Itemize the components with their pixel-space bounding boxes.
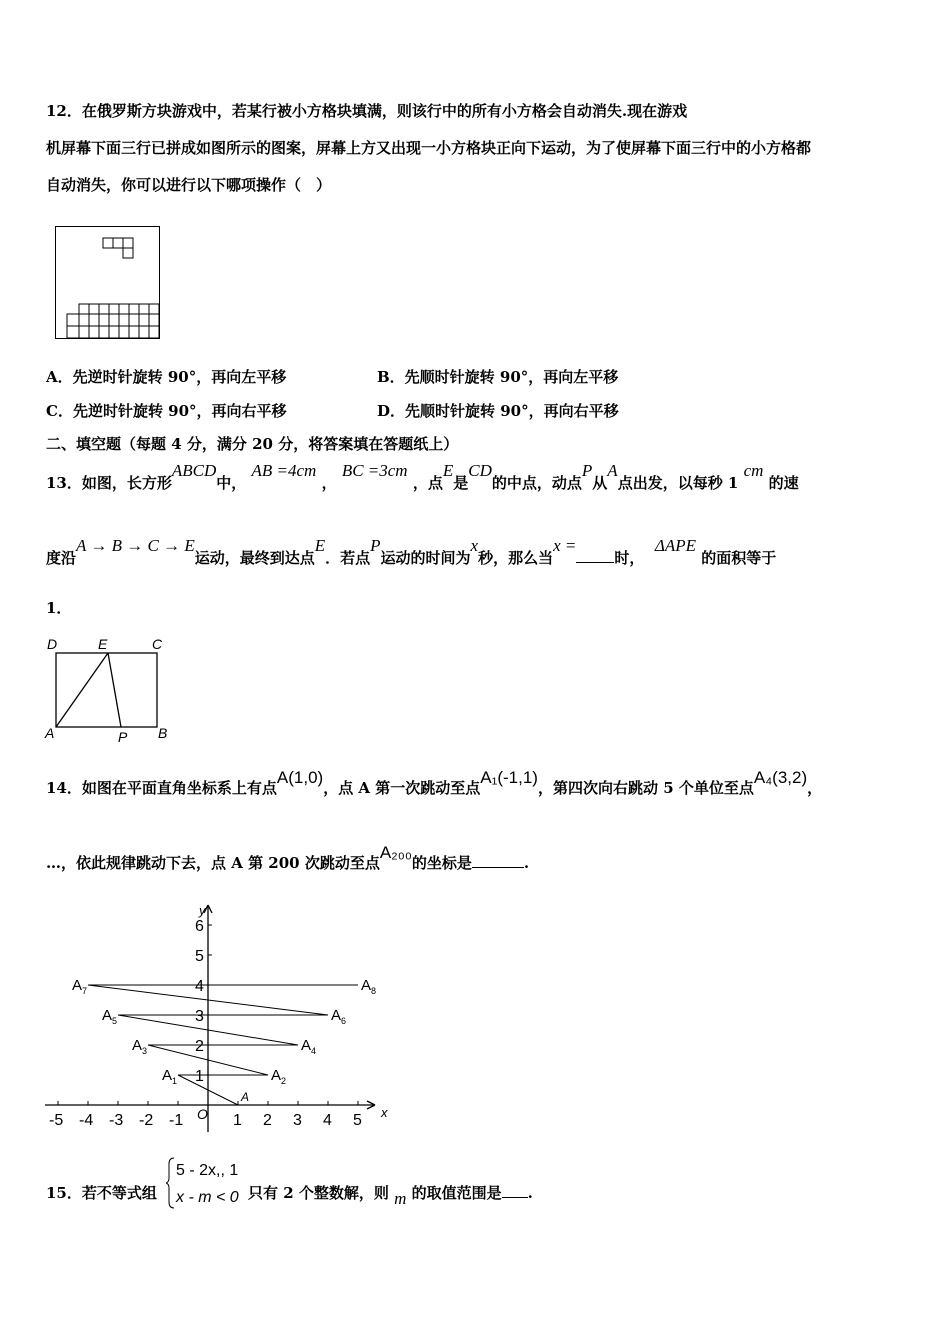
label-e: E — [98, 636, 108, 652]
origin-label: O — [197, 1106, 208, 1122]
x-tick-label: 1 — [233, 1112, 242, 1129]
q12-option-b: B．先顺时针旋转 90°，再向左平移 — [377, 368, 619, 386]
q12-option-a: A．先逆时针旋转 90°，再向左平移 — [46, 368, 287, 386]
rectangle-abcd — [56, 653, 157, 727]
inequality-system — [166, 1156, 248, 1210]
q12-option-d: D．先顺时针旋转 90°，再向右平移 — [377, 402, 619, 420]
y-tick-label: 1 — [195, 1068, 204, 1085]
q12-line3: 自动消失，你可以进行以下哪项操作（ ） — [46, 176, 332, 194]
x-tick-label: -3 — [109, 1112, 124, 1129]
label-b: B — [158, 725, 168, 741]
label-p: P — [118, 729, 128, 745]
section-2-heading: 二、填空题（每题 4 分，满分 20 分，将答案填在答题纸上） — [46, 435, 459, 453]
q12-line2: 机屏幕下面三行已拼成如图所示的图案，屏幕上方又出现一小方格块正向下运动，为了使屏幕下面三行中的小方格都 — [46, 139, 812, 157]
point-label-a1: $A_1$ — [162, 1067, 178, 1086]
q13-line1: 13．如图，长方形ABCD中， AB =4cm ， BC =3cm ，点E是CD的中点，动点P从A点出发，以每秒 1 cm 的速 — [46, 461, 799, 492]
q14-line2: …，依此规律跳动下去，点 A 第 200 次跳动至点A₂₀₀的坐标是 . — [46, 843, 530, 872]
inequality-2: x - m < 0 — [176, 1189, 239, 1206]
x-axis-label: x — [381, 1105, 388, 1120]
q13-answer-blank[interactable] — [576, 548, 614, 563]
q14-line1: 14．如图在平面直角坐标系上有点A(1,0)，点 A 第一次跳动至点A₁(-1,1)，第四次向右跳动 5 个单位至点A₄(3,2)， — [46, 768, 823, 797]
tetris-falling-piece — [103, 238, 133, 258]
y-tick-label: 5 — [195, 948, 204, 965]
jump-graph — [40, 900, 400, 1140]
rectangle-figure — [42, 634, 177, 746]
q15-answer-blank[interactable] — [502, 1183, 528, 1198]
tetris-bottom-rows — [67, 304, 159, 338]
x-tick-label: 4 — [323, 1112, 332, 1129]
point-label-a3: $A_3$ — [132, 1037, 148, 1056]
point-label-a6: $A_6$ — [331, 1007, 347, 1026]
label-c: C — [152, 636, 163, 652]
q14-answer-blank[interactable] — [472, 853, 524, 868]
y-tick-label: 6 — [195, 918, 204, 935]
segment-ae — [56, 653, 108, 727]
segment-ep — [108, 653, 121, 727]
x-tick-label: -1 — [169, 1112, 184, 1129]
label-a: A — [45, 725, 55, 741]
x-tick-label: -4 — [79, 1112, 94, 1129]
y-tick-label: 2 — [195, 1038, 204, 1055]
q12-line1: 12．在俄罗斯方块游戏中，若某行被小方格块填满，则该行中的所有小方格会自动消失.现在游戏 — [46, 102, 688, 120]
point-label-a7: $A_7$ — [72, 977, 88, 996]
point-label-a8: $A_8$ — [361, 977, 377, 996]
y-axis-label: y — [199, 903, 206, 918]
x-tick-label: -5 — [49, 1112, 64, 1129]
y-tick-label: 3 — [195, 1008, 204, 1025]
x-tick-label: 3 — [293, 1112, 302, 1129]
point-label-a: A — [241, 1090, 250, 1104]
point-label-a2: $A_2$ — [271, 1067, 287, 1086]
q13-line3: 1． — [46, 599, 72, 617]
label-d: D — [47, 636, 58, 652]
x-tick-label: 5 — [353, 1112, 362, 1129]
q15-line: 只有 2 个整数解，则 m 的取值范围是 . — [248, 1184, 533, 1208]
q13-line2: 度沿A → B → C → E运动，最终到达点E．若点P运动的时间为x秒，那么当x =时， ΔAPE 的面积等于 — [46, 536, 777, 567]
x-tick-label: -2 — [139, 1112, 154, 1129]
tetris-figure — [55, 226, 161, 340]
x-tick-label: 2 — [263, 1112, 272, 1129]
point-label-a5: $A_5$ — [102, 1007, 118, 1026]
y-tick-label: 4 — [195, 978, 204, 995]
q15-prefix: 15．若不等式组 — [46, 1184, 157, 1202]
point-label-a4: $A_4$ — [301, 1037, 317, 1056]
inequality-1: 5 - 2x,, 1 — [176, 1162, 239, 1179]
q12-option-c: C．先逆时针旋转 90°，再向右平移 — [46, 402, 287, 420]
